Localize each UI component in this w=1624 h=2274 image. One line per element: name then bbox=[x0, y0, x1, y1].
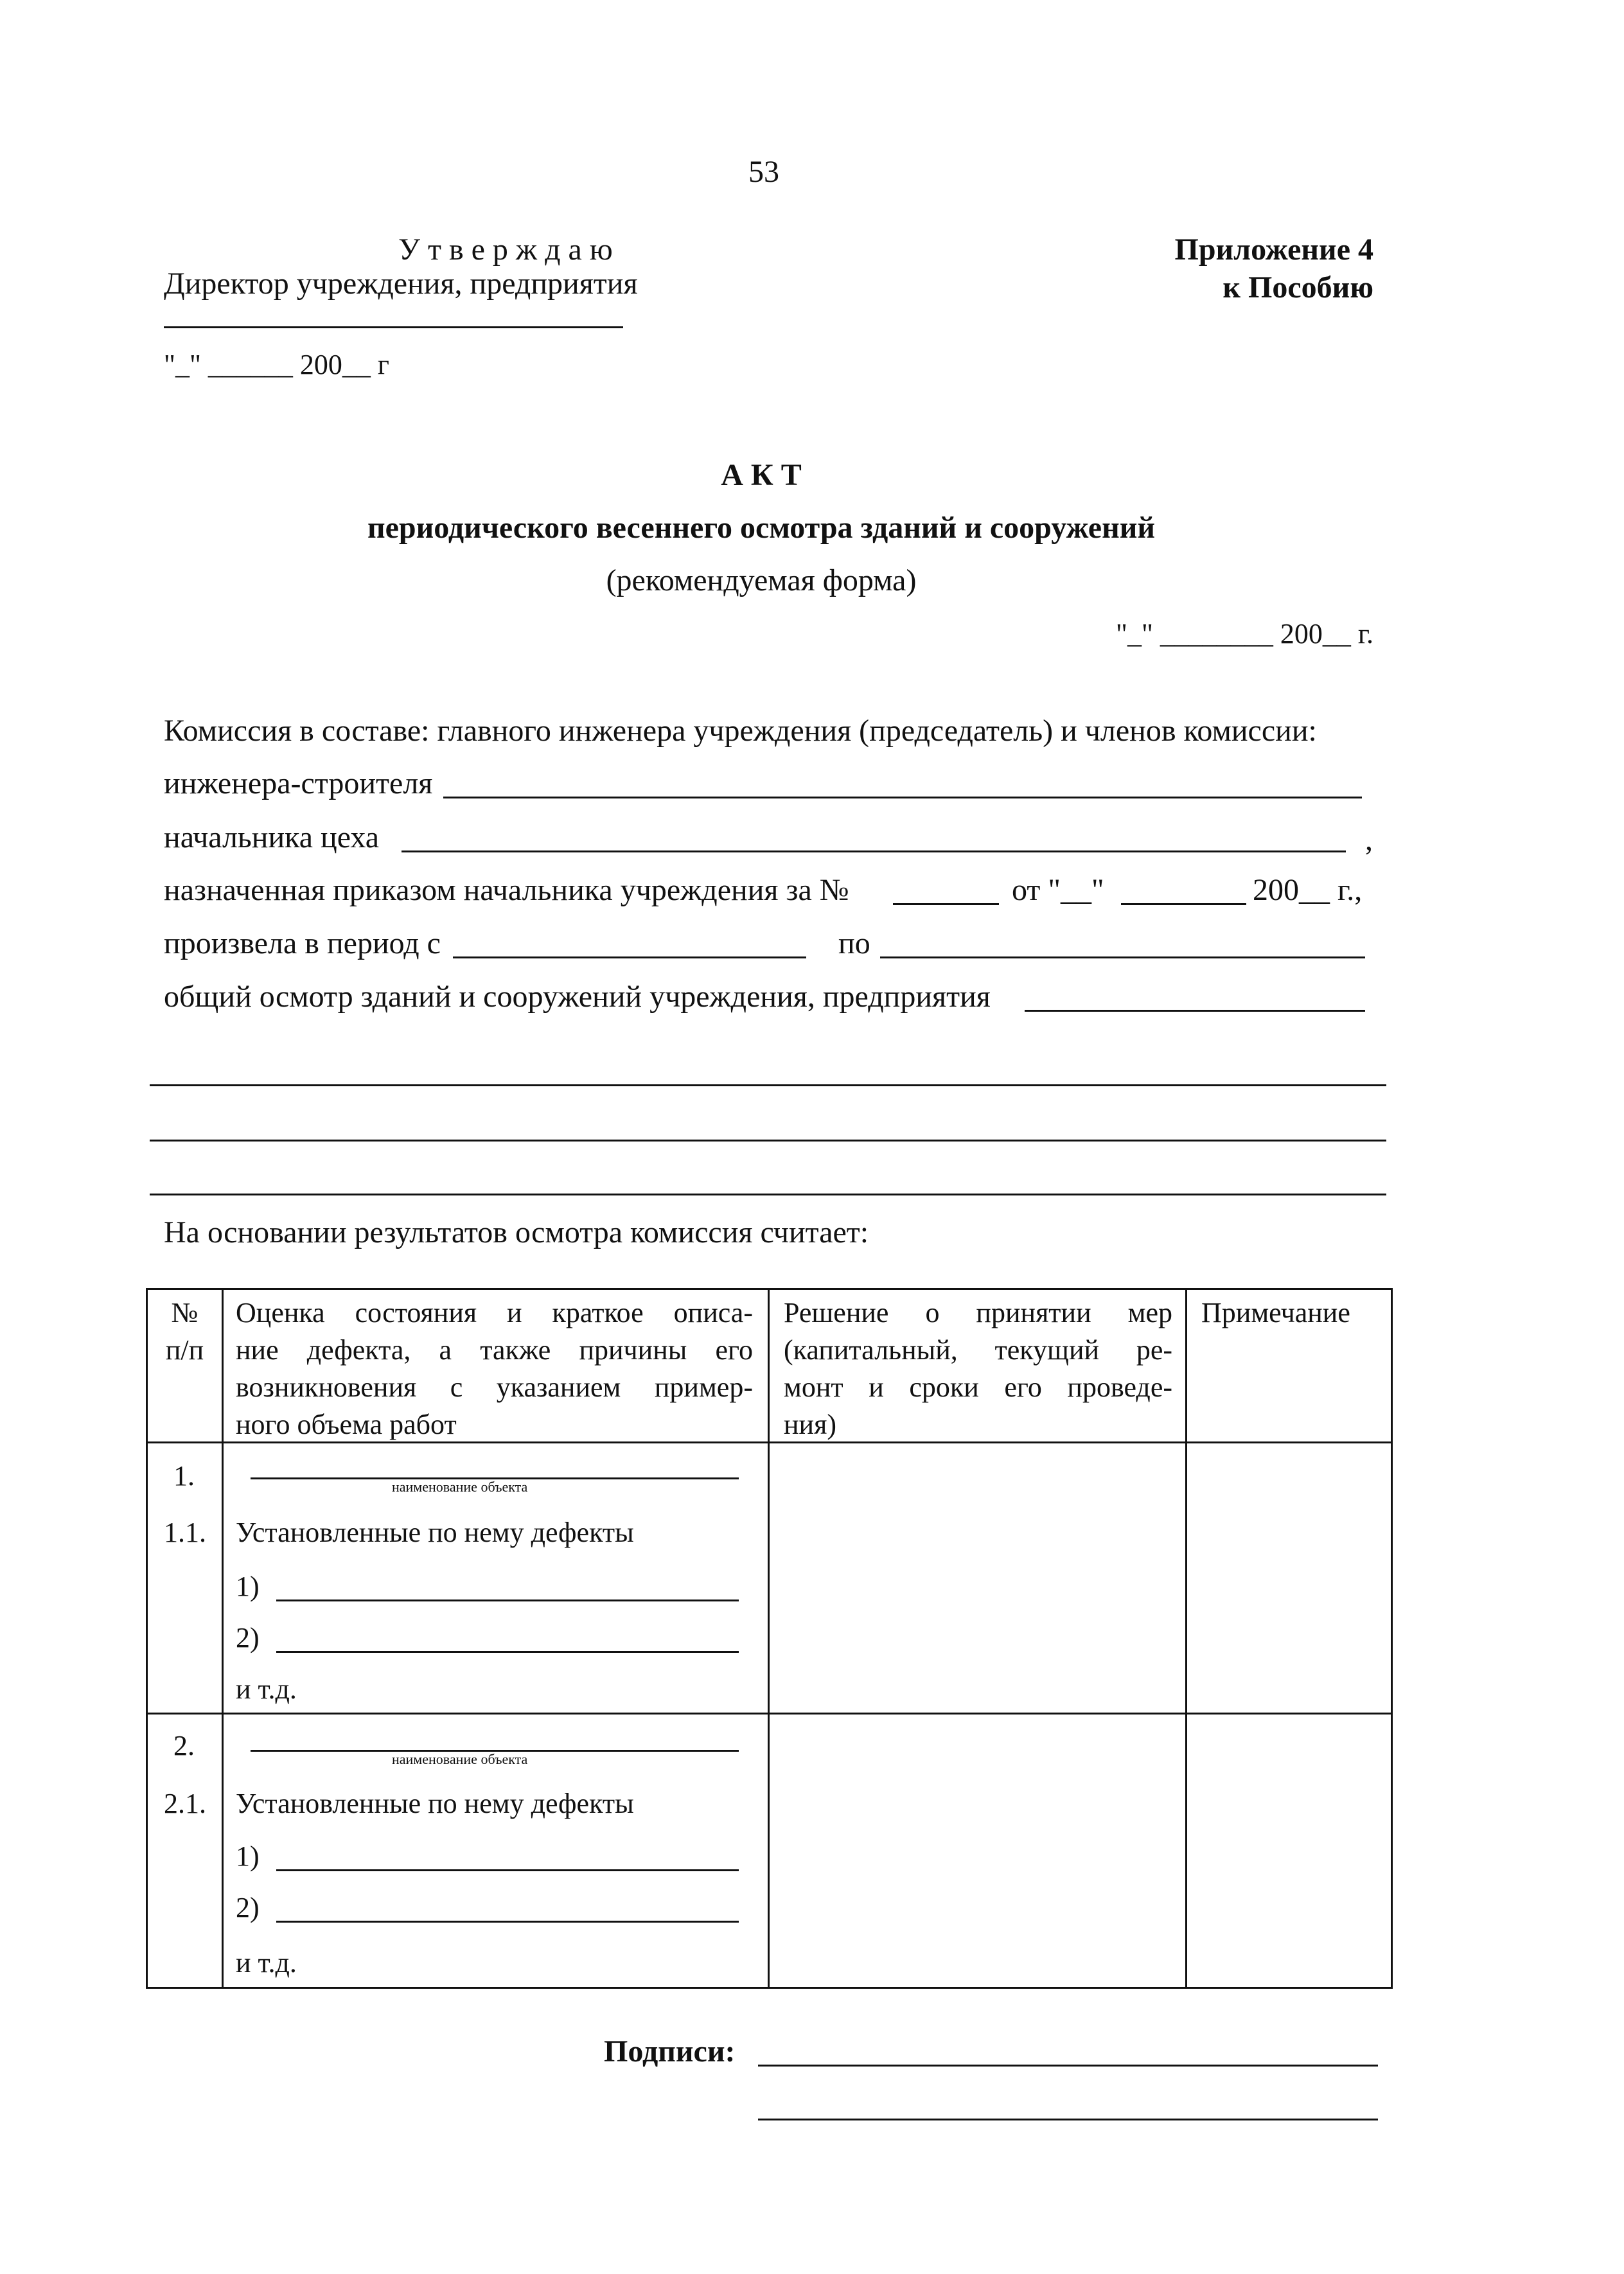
object-caption: наименование объекта bbox=[392, 1751, 528, 1767]
table-col-divider bbox=[1185, 1290, 1187, 1987]
period-from-line[interactable] bbox=[453, 956, 806, 958]
shop-head-comma: , bbox=[1365, 823, 1373, 857]
period-to-label: по bbox=[838, 926, 870, 960]
header-note: Примечание bbox=[1201, 1297, 1350, 1328]
row-sub-num: 1.1. bbox=[164, 1517, 206, 1548]
director-signature-line bbox=[164, 326, 623, 328]
inspection-table bbox=[146, 1288, 1393, 1989]
appointed-label: назначенная приказом начальника учреждения за № bbox=[164, 873, 849, 907]
period-to-line[interactable] bbox=[880, 956, 1365, 958]
defect-item-label: 1) bbox=[236, 1571, 260, 1602]
blank-line-3[interactable] bbox=[150, 1194, 1386, 1195]
header-assessment-line: возникновения с указанием пример- bbox=[236, 1371, 753, 1403]
table-col-divider bbox=[768, 1290, 770, 1987]
inspection-field-line[interactable] bbox=[1025, 1010, 1365, 1012]
signature-line-2[interactable] bbox=[758, 2119, 1378, 2120]
engineer-field-line[interactable] bbox=[443, 797, 1362, 798]
inspection-label: общий осмотр зданий и сооружений учреждения, предприятия bbox=[164, 980, 991, 1014]
commission-text: Комиссия в составе: главного инженера учреждения (председатель) и членов комиссии: bbox=[164, 714, 1317, 748]
shop-head-label: начальника цеха bbox=[164, 820, 380, 854]
approval-title: У т в е р ж д а ю bbox=[398, 233, 613, 267]
table-col-divider bbox=[222, 1290, 224, 1987]
table-row-divider bbox=[148, 1713, 1391, 1714]
defect-item-line[interactable] bbox=[276, 1869, 739, 1871]
etc-label: и т.д. bbox=[236, 1673, 297, 1705]
shop-head-field-line[interactable] bbox=[402, 851, 1346, 852]
header-num: № bbox=[171, 1297, 199, 1328]
period-label: произвела в период с bbox=[164, 926, 441, 960]
defect-item-label: 1) bbox=[236, 1840, 260, 1872]
row-num: 2. bbox=[173, 1730, 195, 1761]
form-note: (рекомендуемая форма) bbox=[606, 563, 917, 597]
order-date-line[interactable] bbox=[1121, 903, 1246, 905]
act-subtitle: периодического весеннего осмотра зданий и сооружений bbox=[367, 511, 1156, 545]
object-caption: наименование объекта bbox=[392, 1479, 528, 1495]
header-decision-line: ния) bbox=[784, 1409, 836, 1440]
header-decision-line: Решение о принятии мер bbox=[784, 1297, 1172, 1328]
defect-item-label: 2) bbox=[236, 1622, 260, 1653]
defects-label: Установленные по нему дефекты bbox=[236, 1788, 634, 1819]
header-decision-line: монт и сроки его проведе- bbox=[784, 1371, 1172, 1403]
header-num-sub: п/п bbox=[165, 1334, 204, 1366]
blank-line-1[interactable] bbox=[150, 1084, 1386, 1086]
conclusion-text: На основании результатов осмотра комиссия считает: bbox=[164, 1215, 869, 1249]
defect-item-line[interactable] bbox=[276, 1600, 739, 1601]
order-number-line[interactable] bbox=[893, 903, 999, 905]
defects-label: Установленные по нему дефекты bbox=[236, 1517, 634, 1548]
approval-position: Директор учреждения, предприятия bbox=[164, 267, 638, 301]
appendix-ref: к Пособию bbox=[1222, 270, 1373, 304]
header-assessment-line: Оценка состояния и краткое описа- bbox=[236, 1297, 753, 1328]
header-assessment-line: ного объема работ bbox=[236, 1409, 457, 1440]
etc-label: и т.д. bbox=[236, 1947, 297, 1979]
defect-item-line[interactable] bbox=[276, 1651, 739, 1653]
appendix-number: Приложение 4 bbox=[1174, 233, 1373, 267]
row-num: 1. bbox=[173, 1460, 195, 1492]
row-sub-num: 2.1. bbox=[164, 1788, 206, 1819]
signature-line-1[interactable] bbox=[758, 2065, 1378, 2067]
act-title: А К Т bbox=[721, 458, 802, 492]
header-assessment-line: ние дефекта, а также причины его bbox=[236, 1334, 753, 1366]
appointed-from: от "__" bbox=[1012, 873, 1104, 907]
engineer-label: инженера-строителя bbox=[164, 766, 433, 800]
defect-item-line[interactable] bbox=[276, 1921, 739, 1923]
signatures-label: Подписи: bbox=[604, 2034, 736, 2068]
defect-item-label: 2) bbox=[236, 1892, 260, 1923]
appointed-year: 200__ г., bbox=[1253, 873, 1363, 907]
act-date: "_" ________ 200__ г. bbox=[1115, 618, 1373, 649]
header-decision-line: (капитальный, текущий ре- bbox=[784, 1334, 1172, 1366]
page-number: 53 bbox=[748, 155, 779, 189]
approval-date: "_" ______ 200__ г bbox=[164, 349, 389, 380]
blank-line-2[interactable] bbox=[150, 1140, 1386, 1141]
